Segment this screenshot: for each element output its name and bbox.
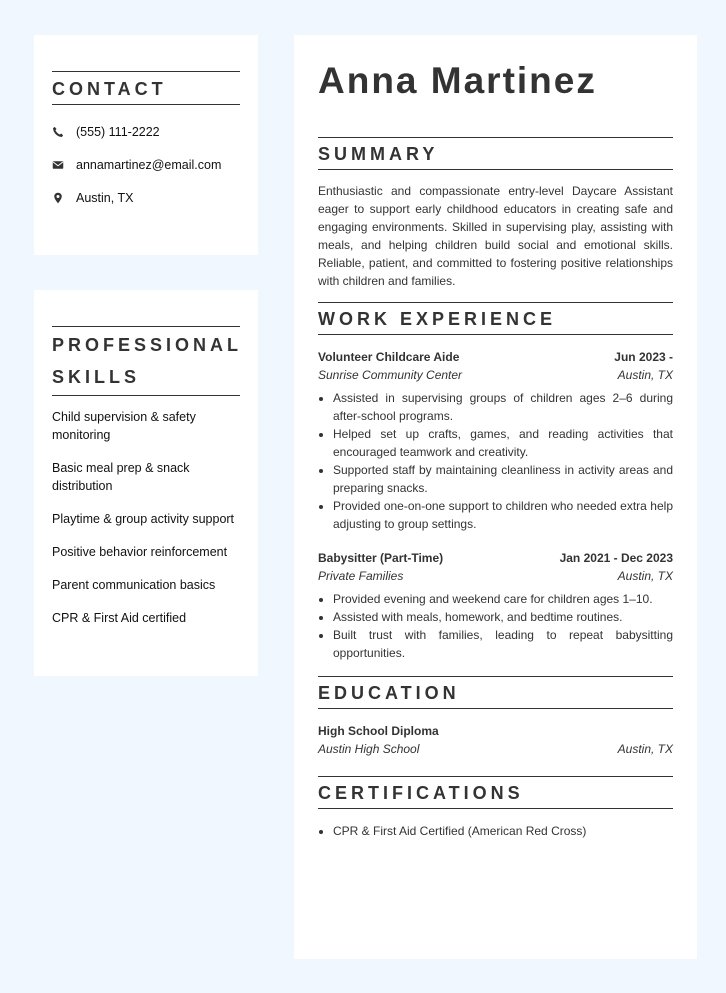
skill-item: CPR & First Aid certified (52, 611, 187, 625)
contact-email (52, 148, 240, 181)
education-heading: EDUCATION (318, 676, 673, 709)
job-title: Volunteer Childcare Aide (318, 350, 460, 364)
job-dates: Jun 2023 - (614, 350, 673, 364)
job-entry (318, 348, 673, 533)
job-bullet: • Helped set up crafts, games, and reading activities that encouraged teamwork and creativity. (333, 425, 673, 461)
job-bullet: • Provided evening and weekend care for children ages 1–10. (333, 590, 673, 608)
contact-location (52, 181, 240, 214)
job-bullet: • Built trust with families, leading to repeat babysitting opportunities. (333, 626, 673, 662)
candidate-name: Anna Martinez (318, 60, 597, 101)
job-location: Austin, TX (617, 368, 673, 382)
job-bullet: • Assisted in supervising groups of children ages 2–6 during after-school programs. (333, 389, 673, 425)
contact-card (34, 35, 258, 255)
work-experience-heading: WORK EXPERIENCE (318, 302, 673, 335)
phone-icon (52, 126, 64, 138)
summary-text: Enthusiastic and compassionate entry-level Daycare Assistant eager to support early childhood educators in creating safe and engaging environments. Skilled in supervising play, assisting with meals, and helping children build social and emotional skills. Reliable, patient, and committed to fostering positive relationships with children and families. (318, 184, 673, 288)
contact-location-text: Austin, TX (76, 190, 134, 205)
contact-phone (52, 115, 240, 148)
job-bullet: • Assisted with meals, homework, and bedtime routines. (333, 608, 673, 626)
skills-card (34, 290, 258, 676)
skill-item: Positive behavior reinforcement (52, 545, 228, 559)
skill-item: Basic meal prep & snack distribution (52, 461, 190, 493)
job-organization: Private Families (318, 569, 404, 583)
contact-heading: CONTACT (52, 71, 240, 105)
skills-heading: PROFESSIONAL SKILLS (52, 326, 240, 396)
education-location: Austin, TX (617, 742, 673, 756)
main-card (294, 35, 697, 959)
certifications-list (318, 822, 673, 840)
job-bullet: • Provided one-on-one support to children who needed extra help adjusting to group settings. (333, 497, 673, 533)
certifications-heading: CERTIFICATIONS (318, 776, 673, 809)
envelope-icon (52, 159, 64, 171)
certification-item: • CPR & First Aid Certified (American Red Cross) (333, 822, 673, 840)
job-bullets (318, 590, 673, 662)
education-degree: High School Diploma (318, 724, 439, 738)
job-entry (318, 549, 673, 662)
job-location: Austin, TX (617, 569, 673, 583)
skill-item: Parent communication basics (52, 578, 216, 592)
job-organization: Sunrise Community Center (318, 368, 463, 382)
job-title: Babysitter (Part-Time) (318, 551, 444, 565)
skills-list (52, 408, 240, 627)
job-bullet: • Supported staff by maintaining cleanliness in activity areas and preparing snacks. (333, 461, 673, 497)
education-school: Austin High School (318, 742, 420, 756)
skill-item: Child supervision & safety monitoring (52, 410, 196, 442)
job-bullets (318, 389, 673, 533)
contact-list (52, 115, 240, 214)
contact-email-text: annamartinez@email.com (76, 157, 222, 172)
education-entry (318, 722, 673, 758)
contact-phone-text: (555) 111-2222 (76, 124, 160, 139)
summary-heading: SUMMARY (318, 137, 673, 170)
skill-item: Playtime & group activity support (52, 512, 235, 526)
location-pin-icon (52, 192, 64, 204)
job-dates: Jan 2021 - Dec 2023 (559, 551, 673, 565)
